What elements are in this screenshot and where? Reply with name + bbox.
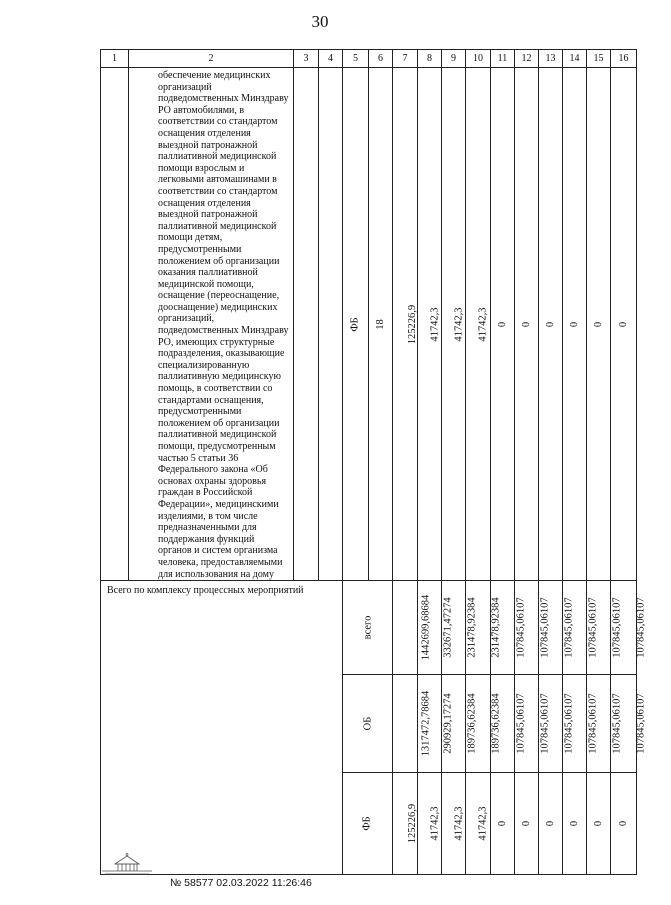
measure-description: обеспечение медицинских организаций подведомственных Минздраву РО автомобилями, в соответствии со стандартом оснащения отделения выездной патронажной паллиативной медицинской помощи взрослым и легковыми автомашинами в соответствии со стандартом оснащения отделения выездной патронажной паллиативной медицинской помощи детям, предусмотренными положением об организации оказания паллиативной медицинской помощи, оснащение (переоснащение, дооснащение) медицинских организаций, подведомственных Минздраву РО, имеющих структурные подразделения, оказывающие специализированную паллиативную медицинскую помощь, в соответствии со стандартами оснащения, предусмотренными положением об организации паллиативной медицинской помощи, предусмотренным частью 5 статьи 36 Федерального закона «Об основах охраны здоровья граждан в Российской Федерации», медицинскими изделиями, в том числе предназначенными для поддержания функций органов и систем организма человека, предоставляемыми для использования на дому xyxy=(129,68,294,581)
value-cell xyxy=(539,68,563,581)
total-value-label: 107845,06107 xyxy=(587,693,599,754)
header-col-1: 1 xyxy=(101,50,129,68)
col3-cell xyxy=(294,68,319,581)
col4-cell xyxy=(319,68,343,581)
value-label: 125226,9 xyxy=(407,304,419,344)
total-value-cell xyxy=(491,773,515,875)
total-source-cell xyxy=(343,581,393,675)
total-value-label: 0 xyxy=(521,821,532,827)
total-value-cell xyxy=(393,773,418,875)
total-value-cell xyxy=(515,773,539,875)
header-row xyxy=(101,50,637,68)
value-cell xyxy=(611,68,637,581)
total-value-label: 107845,06107 xyxy=(515,693,527,754)
total-value-label: 41742,3 xyxy=(429,806,441,841)
header-col-13: 13 xyxy=(539,50,563,68)
col1-cell xyxy=(101,68,129,581)
header-col-8: 8 xyxy=(418,50,442,68)
total-value-label: 107845,06107 xyxy=(635,693,647,754)
total-value-label: 231478,92384 xyxy=(490,597,502,658)
header-col-7: 7 xyxy=(393,50,418,68)
value-label: 41742,3 xyxy=(477,307,489,342)
header-col-6: 6 xyxy=(369,50,393,68)
total-value-label: 189736,62384 xyxy=(466,693,478,754)
total-label: Всего по комплексу процессных мероприятий xyxy=(101,581,343,875)
total-value-label: 107845,06107 xyxy=(539,597,551,658)
total-value-cell xyxy=(563,773,587,875)
total-value-label: 41742,3 xyxy=(477,806,489,841)
total-value-label: 107845,06107 xyxy=(635,597,647,658)
total-value-label: 107845,06107 xyxy=(539,693,551,754)
total-value-label: 107845,06107 xyxy=(611,597,623,658)
government-building-stamp-icon xyxy=(97,852,157,876)
total-source-label: ФБ xyxy=(361,816,373,831)
total-value-label: 189736,62384 xyxy=(490,693,502,754)
value-cell xyxy=(491,68,515,581)
total-value-cell xyxy=(393,675,432,773)
total-value-cell xyxy=(611,773,637,875)
header-col-2: 2 xyxy=(129,50,294,68)
total-value-label: 107845,06107 xyxy=(563,693,575,754)
total-value-label: 290929,17274 xyxy=(442,693,454,754)
code-label: 18 xyxy=(375,318,386,330)
total-value-label: 107845,06107 xyxy=(563,597,575,658)
value-label: 0 xyxy=(569,321,580,327)
source-cell xyxy=(343,68,369,581)
header-col-15: 15 xyxy=(587,50,611,68)
header-col-16: 16 xyxy=(611,50,637,68)
total-value-label: 1317472,78684 xyxy=(420,690,432,757)
value-cell xyxy=(515,68,539,581)
value-cell xyxy=(563,68,587,581)
total-value-label: 1442699,68684 xyxy=(420,594,432,661)
value-label: 0 xyxy=(618,321,629,327)
document-number: № 58577 02.03.2022 11:26:46 xyxy=(170,877,312,889)
value-label: 41742,3 xyxy=(429,307,441,342)
total-value-label: 0 xyxy=(497,821,508,827)
total-value-label: 0 xyxy=(569,821,580,827)
total-value-label: 107845,06107 xyxy=(515,597,527,658)
total-value-cell xyxy=(393,581,432,675)
total-source-cell xyxy=(343,773,393,875)
value-cell xyxy=(418,68,442,581)
total-value-cell xyxy=(587,773,611,875)
total-source-label: ОБ xyxy=(362,716,373,731)
value-cell xyxy=(442,68,466,581)
total-value-cell xyxy=(442,773,466,875)
total-value-label: 41742,3 xyxy=(453,806,465,841)
page-number: 30 xyxy=(311,12,329,31)
total-value-label: 107845,06107 xyxy=(611,693,623,754)
total-value-label: 231478,92384 xyxy=(466,597,478,658)
measure-row xyxy=(101,68,637,581)
value-label: 0 xyxy=(521,321,532,327)
total-value-label: 0 xyxy=(618,821,629,827)
total-value-label: 0 xyxy=(545,821,556,827)
value-cell xyxy=(587,68,611,581)
header-col-3: 3 xyxy=(294,50,319,68)
budget-table xyxy=(100,49,647,875)
value-label: 0 xyxy=(545,321,556,327)
value-cell xyxy=(393,68,418,581)
total-source-label: всего xyxy=(361,615,373,640)
header-col-5: 5 xyxy=(343,50,369,68)
total-value-cell xyxy=(539,773,563,875)
value-label: 41742,3 xyxy=(453,307,465,342)
value-label: 0 xyxy=(497,321,508,327)
header-col-10: 10 xyxy=(466,50,491,68)
header-col-14: 14 xyxy=(563,50,587,68)
code-cell xyxy=(369,68,393,581)
total-source-cell xyxy=(343,675,393,773)
total-value-cell xyxy=(418,773,442,875)
total-value-label: 107845,06107 xyxy=(587,597,599,658)
total-value-cell xyxy=(466,773,491,875)
value-label: 0 xyxy=(593,321,604,327)
header-col-11: 11 xyxy=(491,50,515,68)
total-value-label: 125226,9 xyxy=(407,803,419,844)
value-cell xyxy=(466,68,491,581)
source-label: ФБ xyxy=(349,316,361,332)
header-col-12: 12 xyxy=(515,50,539,68)
total-value-label: 0 xyxy=(593,821,604,827)
total-row-all xyxy=(101,581,637,675)
total-value-label: 332671,47274 xyxy=(442,597,454,658)
header-col-4: 4 xyxy=(319,50,343,68)
header-col-9: 9 xyxy=(442,50,466,68)
